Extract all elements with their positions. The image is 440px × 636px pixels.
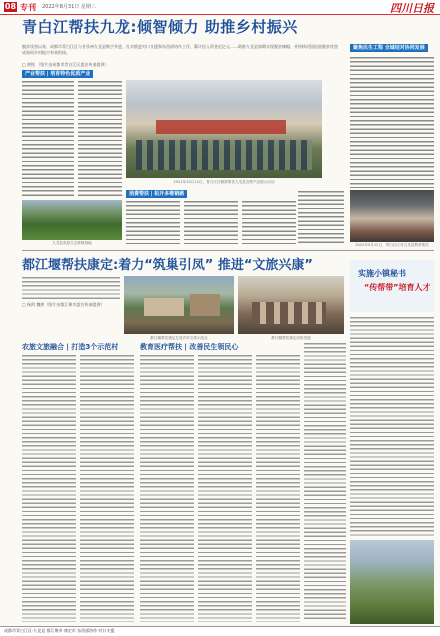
sidebar-top-photo [350,190,434,242]
sidebar-bottom-photo [350,540,434,624]
article2-headline: 都江堰帮扶康定:着力“筑巢引凤” 推进“文旅兴康” [22,258,313,273]
page-number: 08 [4,2,17,11]
footer-text: 成都市青白江区·九龙县 都江堰市·康定市 东西部协作·对口支援 [4,628,115,633]
issue-date: 2022年8月31日 星期三 [42,4,96,10]
section-divider [22,250,434,251]
article1-col2 [78,80,122,198]
article2-lead [22,276,120,300]
sidebar-bottom-text [350,316,434,536]
section-industry: 产业帮扶 | 培育特色优质产业 [22,70,93,78]
subhead-farm: 农旅文旅融合 | 打造3个示范村 [22,343,119,351]
article2-col1 [22,354,76,622]
newspaper-logo: 四川日报 [390,2,434,15]
article1-photo-field [22,200,122,240]
sidebar-top-title: 聚焦民生工程 全域结对协同发展 [350,44,428,52]
article2-col2 [80,354,134,622]
article2-col6 [304,342,346,622]
article2-credit: □ 杨剑 魏婷（图片由都江堰市委宣传部提供） [22,302,105,307]
article1-col4 [184,200,238,244]
article1-col3 [126,200,180,244]
article1-col6 [298,190,344,244]
article1-col1 [22,80,74,198]
sidebar-bottom-header [350,260,434,312]
sidebar-top-text [350,56,434,188]
page-header [0,0,440,15]
article2-col3 [140,354,194,622]
sidebar-bottom-subtitle: “传帮带”培育人才 [364,283,431,292]
article1-headline: 青白江帮扶九龙:倾智倾力 助推乡村振兴 [22,18,298,36]
caption-2: 2021年10月12日，青白江区精准帮扶九龙县农特产品展示活动 [173,180,275,184]
subhead-edu: 教育医疗帮扶 | 改善民生领民心 [140,343,239,351]
article2-photo-village [124,276,234,334]
article1-photo-event [126,80,322,178]
caption-3: 2022年5月12日，青白江区对九龙县教育帮扶 [355,243,429,247]
caption-5: 都江堰帮扶康定民宿发展 [271,336,311,340]
section-consumption: 消费帮扶 | 拓开多维销路 [126,190,187,198]
article2-photo-homestay [238,276,344,334]
article1-col5 [242,200,296,244]
article2-col5 [256,354,300,622]
sidebar-bottom-title: 实施小镇秘书 [358,269,406,278]
column-name: 专刊 [20,3,36,12]
caption-4: 都江堰帮扶康定打造乡村文旅示范点 [150,336,208,340]
article2-col4 [198,354,252,622]
article1-credit: □ 黄锐 （图片由成都市青白江区委宣传部提供） [22,62,109,67]
caption-1: 九龙县高原生态种植基地 [52,241,92,245]
article1-lead: 脱贫攻坚以来，成都市青白江区与甘孜州九龙县携手并进，扎实推进对口支援和东西部协作工作，累计投入资金近亿元……助推九龙县如期实现脱贫摘帽，并持续巩固拓展脱贫攻坚成果同乡村振兴有效衔接。 [22,44,338,55]
